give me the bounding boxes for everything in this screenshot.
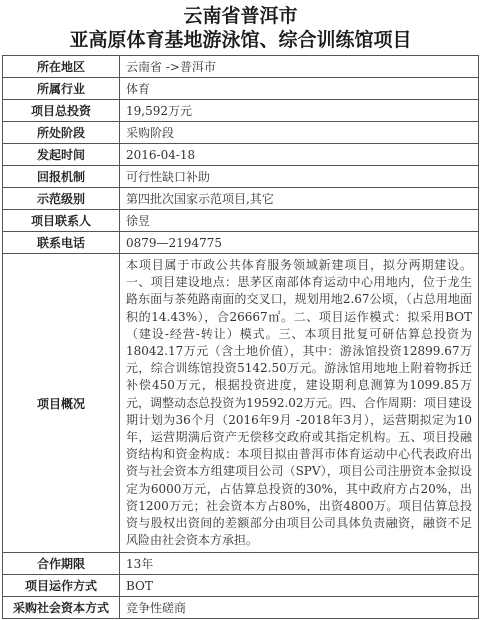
row-label: 示范级别 <box>3 188 120 210</box>
row-label: 项目运作方式 <box>3 575 120 597</box>
row-procurement-method <box>3 597 479 619</box>
row-value: 19,592万元 <box>120 100 479 122</box>
row-contact-phone <box>3 232 479 254</box>
row-label: 发起时间 <box>3 144 120 166</box>
row-overview <box>3 254 479 553</box>
overview-text: 本项目属于市政公共体育服务领域新建项目，拟分两期建设。一、项目建设地点：思茅区南部体育运动中心用地内，位于龙生路东面与茶苑路南面的交叉口，规划用地2.67公顷，（占总用地面积的14.43%），合26667㎡。二、项目运作模式：拟采用BOT（建设-经营-转让）模式。三、本项目批复可研估算总投资为18042.17万元（含土地价值），其中：游泳馆投资12899.67万元，综合训练馆投资5142.50万元。游泳馆用地地上附着物拆迁补偿450万元，根据投资进度，建设期利息测算为1099.85万元，调整动态总投资为19592.02万元。四、合作周期：项目建设期计划为36个月（2016年9月 -2018年3月），运营期拟定为10年，运营期满后资产无偿移交政府或其指定机构。五、项目投融资结构和资金构成：本项目拟由普洱市体育运动中心代表政府出资与社会资本方组建项目公司（SPV），项目公司注册资本金拟设定为6000万元，占估算总投资的30%，其中政府方占20%，出资1200万元；社会资本方占80%，出资4800万。项目估算总投资与股权出资间的差额部分由项目公司具体负责融资，融资不足风险由社会资本方承担。 <box>120 254 479 553</box>
row-value: 云南省 ->普洱市 <box>120 56 479 78</box>
row-contact-person <box>3 210 479 232</box>
row-label: 项目联系人 <box>3 210 120 232</box>
row-total-investment <box>3 100 479 122</box>
row-region <box>3 56 479 78</box>
row-value: BOT <box>120 575 479 597</box>
title-line-1: 云南省普洱市 <box>183 5 298 27</box>
row-industry <box>3 78 479 100</box>
row-label: 所处阶段 <box>3 122 120 144</box>
row-demo-level <box>3 188 479 210</box>
row-label: 项目总投资 <box>3 100 120 122</box>
row-value: 徐昱 <box>120 210 479 232</box>
row-label: 所在地区 <box>3 56 120 78</box>
row-stage <box>3 122 479 144</box>
title-line-2: 亚高原体育基地游泳馆、综合训练馆项目 <box>69 29 412 51</box>
row-label: 项目概况 <box>3 254 120 553</box>
row-label: 采购社会资本方式 <box>3 597 120 619</box>
row-cooperation-period <box>3 553 479 575</box>
row-value: 0879—2194775 <box>120 232 479 254</box>
row-value: 竞争性磋商 <box>120 597 479 619</box>
row-return-mechanism <box>3 166 479 188</box>
row-value: 2016-04-18 <box>120 144 479 166</box>
row-start-date <box>3 144 479 166</box>
row-label: 回报机制 <box>3 166 120 188</box>
row-value: 体育 <box>120 78 479 100</box>
row-value: 13年 <box>120 553 479 575</box>
row-operation-mode <box>3 575 479 597</box>
row-value: 采购阶段 <box>120 122 479 144</box>
row-label: 联系电话 <box>3 232 120 254</box>
project-info-table <box>2 55 479 619</box>
row-value: 可行性缺口补助 <box>120 166 479 188</box>
row-label: 所属行业 <box>3 78 120 100</box>
row-value: 第四批次国家示范项目,其它 <box>120 188 479 210</box>
row-label: 合作期限 <box>3 553 120 575</box>
